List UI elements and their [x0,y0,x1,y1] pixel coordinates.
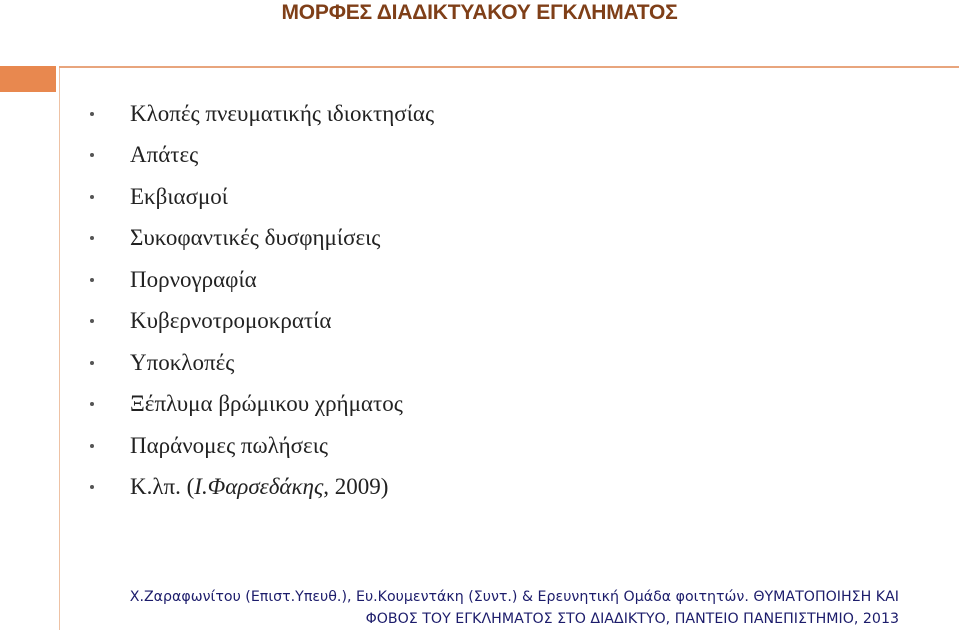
bullet-item [90,135,434,177]
bullet-text-prefix: Κ.λπ. ( [130,474,195,500]
citation-author: Ι.Φαρσεδάκης [194,474,324,500]
bullet-dot-icon [90,278,94,282]
bullet-text: Συκοφαντικές δυσφημίσεις [130,225,381,251]
bullet-text: Εκβιασμοί [130,183,228,209]
slide-title: ΜΟΡΦΕΣ ΔΙΑΔΙΚΤΥΑΚΟΥ ΕΓΚΛΗΜΑΤΟΣ [281,1,678,24]
bullet-dot-icon [90,236,94,240]
bullet-list [90,93,434,508]
bullet-text: Πορνογραφία [130,266,257,292]
accent-divider [59,66,959,68]
bullet-item [90,342,434,384]
accent-vertical-rule [59,68,60,630]
bullet-dot-icon [90,112,94,116]
bullet-dot-icon [90,444,94,448]
bullet-item [90,176,434,218]
bullet-text: Κλοπές πνευματικής ιδιοκτησίας [130,100,435,126]
bullet-dot-icon [90,361,94,365]
bullet-dot-icon [90,195,94,199]
citation-year: , 2009) [323,474,389,500]
bullet-item [90,93,434,135]
accent-block [0,66,56,92]
bullet-dot-icon [90,402,94,406]
bullet-item [90,301,434,343]
bullet-dot-icon [90,153,94,157]
bullet-item [90,259,434,301]
bullet-item [90,384,434,426]
slide-footer [0,586,899,630]
bullet-item-citation [90,467,434,509]
footer-line-2: ΦΟΒΟΣ ΤΟΥ ΕΓΚΛΗΜΑΤΟΣ ΣΤΟ ΔΙΑΔΙΚΤΥΟ, ΠΑΝΤΕΙΟ ΠΑΝΕΠΙΣΤΗΜΙΟ, 2013 [365,611,899,627]
bullet-text: Υποκλοπές [130,349,235,375]
bullet-text: Ξέπλυμα βρώμικου χρήματος [130,391,403,417]
bullet-text: Απάτες [130,142,199,168]
bullet-text: Κυβερνοτρομοκρατία [130,308,332,334]
bullet-text: Παράνομες πωλήσεις [130,432,329,458]
bullet-item [90,425,434,467]
bullet-dot-icon [90,319,94,323]
bullet-dot-icon [90,485,94,489]
bullet-item [90,218,434,260]
footer-line-1: Χ.Ζαραφωνίτου (Επιστ.Υπευθ.), Ευ.Κουμεντάκη (Συντ.) & Ερευνητική Ομάδα φοιτητών. ΘΥΜΑΤΟΠΟΙΗΣΗ ΚΑΙ [129,589,899,605]
